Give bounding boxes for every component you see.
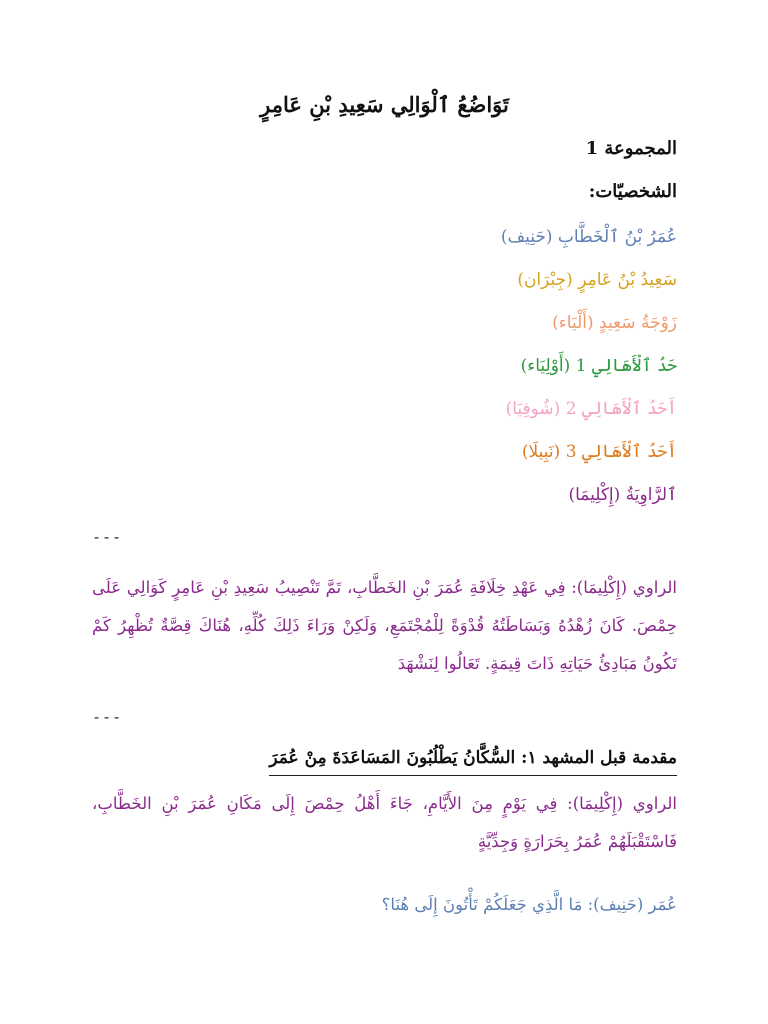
section-separator: --- [92,708,123,726]
group-heading: المجموعة 1 [585,138,677,159]
section-separator: --- [92,528,123,546]
character-said: سَعِيدُ بْنُ عَامِرٍ (جِبْرَان) [517,270,677,290]
character-umar: عُمَرُ بْنُ ٱلْخَطَّابِ (حَنِيف) [500,227,677,247]
intro-narration: الراوي (إِكْلِيمَا): فِي عَهْدِ خِلَافَةِ عُمَرَ بْنِ الخَطَّابِ، تَمَّ تَنْصِيبُ سَعِيدِ بْنِ عَامِرٍ كَوَالِي عَلَى حِمْصَ. كَانَ زُهْدُهُ وَبَسَاطَتُهُ قُدْوَةً لِلْمُجْتَمَعِ، وَلَكِنْ وَرَاءَ ذَلِكَ كُلِّهِ، هُنَاكَ قِصَّةٌ تُظْهِرُ كَمْ تَكُونُ مَبَادِئُ حَيَاتِهِ ذَاتَ قِيمَةٍ. تَعَالُوا لِنَشْهَدَ [92,578,677,673]
character-resident-3: أَحَدُ ٱلْأَهَالِي 3 (نَبِيلَا) [521,442,677,462]
characters-heading: الشخصيّات: [588,181,677,202]
character-list [501,222,677,523]
character-narrator: ٱلرَّاوِيَةُ (إِكْلِيمَا) [568,485,677,505]
document-page [92,0,677,1024]
scene-narration: الراوي (إِكْلِيمَا): فِي يَوْمٍ مِنَ الأَيَّامِ، جَاءَ أَهْلُ حِمْصَ إِلَى مَكَانِ عُمَرَ بْنِ الخَطَّابِ، فَاسْتَقْبَلَهُمْ عُمَرُ بِحَرَارَةٍ وَجِدِّيَّةٍ [92,794,677,851]
scene-heading: مقدمة قبل المشهد ١: السُّكَّانُ يَطْلُبُونَ المَسَاعَدَةَ مِنْ عُمَرَ [269,743,677,776]
character-resident-2: أَحَدُ ٱلْأَهَالِي 2 (شُوفِيَا) [505,399,677,419]
document-title: تَوَاضُعُ ٱلْوَالِي سَعِيدِ بْنِ عَامِرٍ [260,92,509,117]
character-said-wife: زَوْجَةُ سَعِيدٍ (أَلْيَاء) [552,313,677,333]
umar-dialogue-line: عُمَر (حَنِيف): مَا الَّذِي جَعَلَكُمْ تَأْتُونَ إِلَى هُنَا؟ [381,895,677,914]
character-resident-1: حَدُ ٱلْأَهَالِي 1 (أَوْلِيَاء) [520,356,677,376]
